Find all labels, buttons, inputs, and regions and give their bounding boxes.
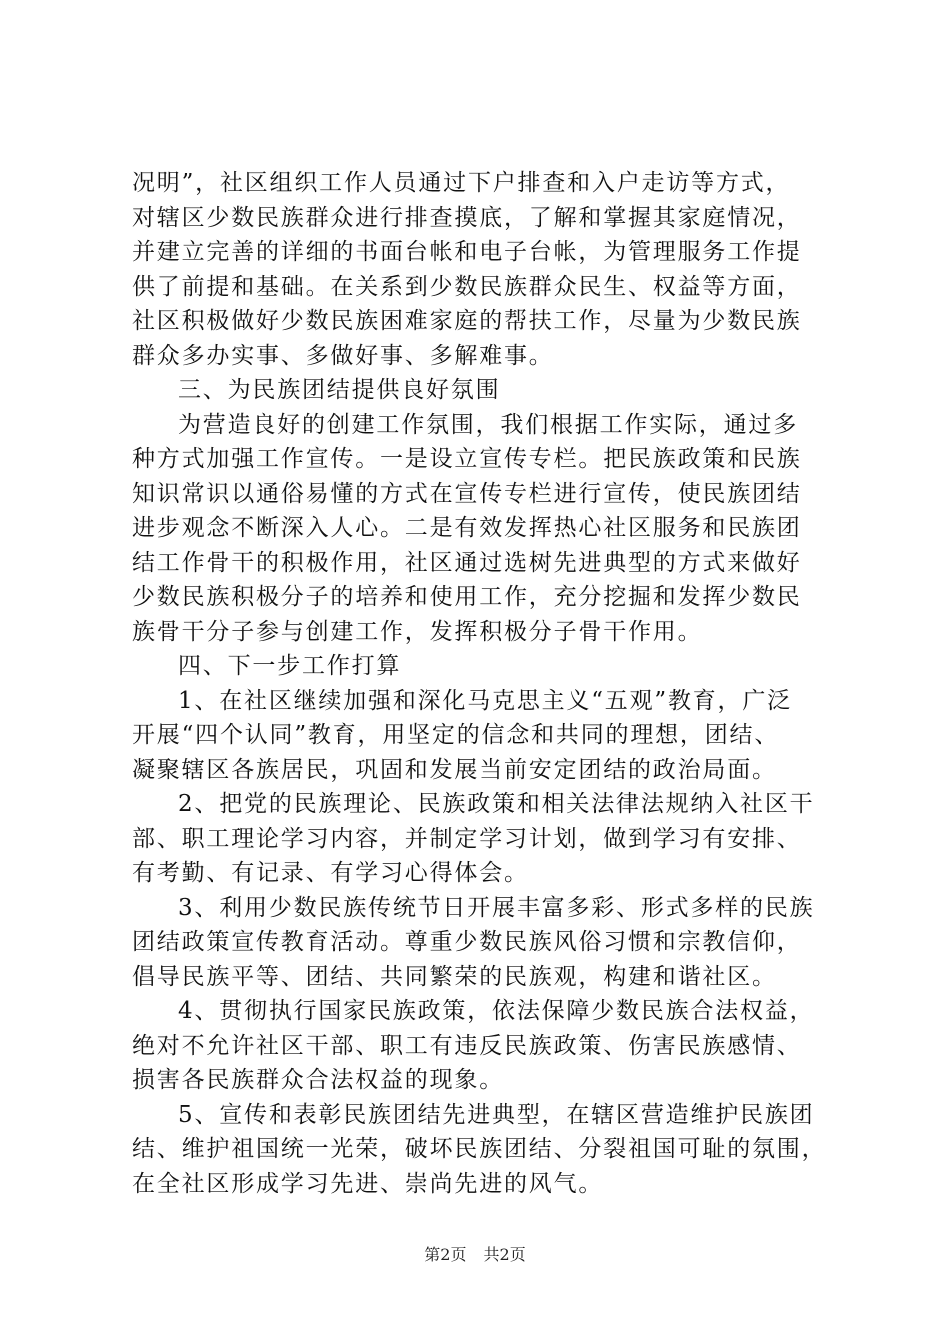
text-line: 结工作骨干的积极作用，社区通过选树先进典型的方式来做好 (132, 549, 802, 576)
text-line: 结、维护祖国统一光荣，破坏民族团结、分裂祖国可耻的氛围， (132, 1136, 827, 1162)
text-line: 3、利用少数民族传统节日开展丰富多彩、形式多样的民族 (178, 894, 815, 921)
text-line: 供了前提和基础。在关系到少数民族群众民生、权益等方面， (132, 273, 802, 300)
text-line: 倡导民族平等、团结、共同繁荣的民族观，构建和谐社区。 (132, 963, 777, 990)
text-line: 凝聚辖区各族居民，巩固和发展当前安定团结的政治局面。 (132, 756, 777, 783)
text-line: 三、为民族团结提供良好氛围 (178, 377, 501, 403)
text-line: 群众多办实事、多做好事、多解难事。 (132, 342, 554, 369)
text-line: 族骨干分子参与创建工作，发挥积极分子骨干作用。 (132, 618, 703, 645)
text-line: 进步观念不断深入人心。二是有效发挥热心社区服务和民族团 (132, 515, 802, 541)
text-line: 部、职工理论学习内容，并制定学习计划，做到学习有安排、 (132, 825, 802, 852)
text-line: 对辖区少数民族群众进行排查摸底，了解和掌握其家庭情况， (132, 204, 802, 231)
text-line: 有考勤、有记录、有学习心得体会。 (132, 860, 529, 886)
text-line: 少数民族积极分子的培养和使用工作，充分挖掘和发挥少数民 (132, 584, 802, 610)
text-line: 种方式加强工作宣传。一是设立宣传专栏。把民族政策和民族 (132, 446, 802, 472)
text-line: 为营造良好的创建工作氛围，我们根据工作实际，通过多 (178, 411, 798, 438)
text-line: 在全社区形成学习先进、崇尚先进的风气。 (132, 1170, 604, 1197)
page-footer (0, 1244, 950, 1266)
text-line: 并建立完善的详细的书面台帐和电子台帐，为管理服务工作提 (132, 239, 802, 265)
text-line: 5、宣传和表彰民族团结先进典型，在辖区营造维护民族团 (178, 1101, 815, 1128)
text-line: 四、下一步工作打算 (178, 653, 402, 679)
page-total: 共2页 (483, 1245, 526, 1264)
text-line: 况明”，社区组织工作人员通过下户排查和入户走访等方式， (132, 170, 791, 196)
page-number: 第2页 (424, 1245, 467, 1264)
text-line: 1、在社区继续加强和深化马克思主义“五观”教育，广泛 (178, 687, 792, 714)
text-line: 绝对不允许社区干部、职工有违反民族政策、伤害民族感情、 (132, 1032, 802, 1059)
document-body (132, 166, 827, 1201)
text-line: 损害各民族群众合法权益的现象。 (132, 1067, 504, 1093)
text-line: 知识常识以通俗易懂的方式在宣传专栏进行宣传，使民族团结 (132, 480, 802, 507)
text-line: 开展“四个认同”教育，用坚定的信念和共同的理想，团结、 (132, 722, 780, 748)
text-line: 社区积极做好少数民族困难家庭的帮扶工作，尽量为少数民族 (132, 308, 802, 334)
text-line: 4、贯彻执行国家民族政策，依法保障少数民族合法权益， (178, 998, 815, 1024)
text-line: 2、把党的民族理论、民族政策和相关法律法规纳入社区干 (178, 791, 815, 817)
text-line: 团结政策宣传教育活动。尊重少数民族风俗习惯和宗教信仰， (132, 929, 802, 955)
